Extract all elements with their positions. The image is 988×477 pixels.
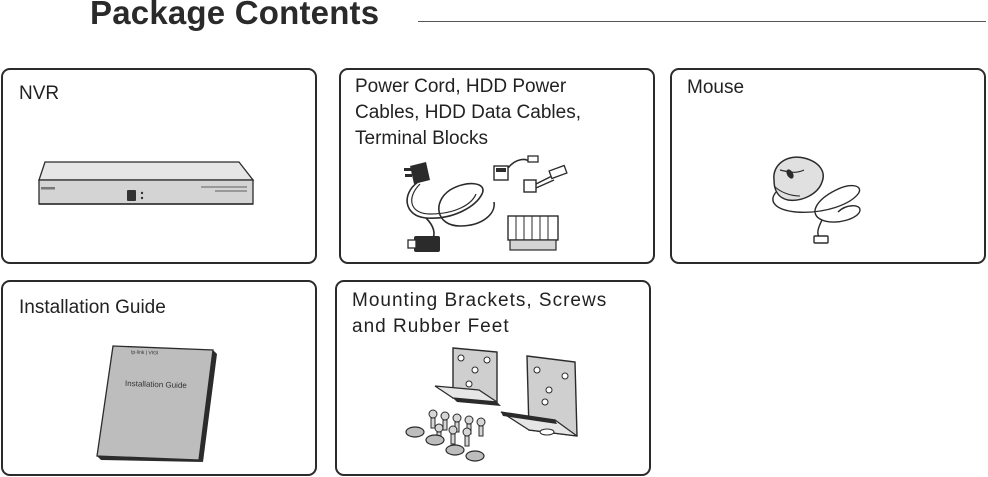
item-card-mounting-brackets [335,280,651,476]
mounting-brackets-icon [405,346,585,466]
item-label-installation-guide: Installation Guide [19,297,166,318]
item-card-mouse [670,68,986,264]
mouse-icon [766,152,876,252]
item-card-installation-guide [1,280,317,476]
page-title: Package Contents [90,0,380,31]
item-label-cables: Power Cord, HDD Power Cables, HDD Data Cables, Terminal Blocks [355,76,581,149]
nvr-device-icon [31,158,261,218]
guide-booklet-shape [95,344,219,466]
cables-icon [396,154,586,264]
guide-brand-text: tp-link | VIGI [130,349,159,357]
item-card-nvr [1,68,317,264]
item-card-cables [339,68,655,264]
title-divider [418,21,986,22]
installation-guide-icon [95,344,219,466]
guide-title-text: Installation Guide [124,378,187,391]
item-label-nvr: NVR [19,83,60,104]
item-label-mounting-brackets: Mounting Brackets, Screws and Rubber Feet [352,290,608,337]
item-label-mouse: Mouse [687,77,745,98]
